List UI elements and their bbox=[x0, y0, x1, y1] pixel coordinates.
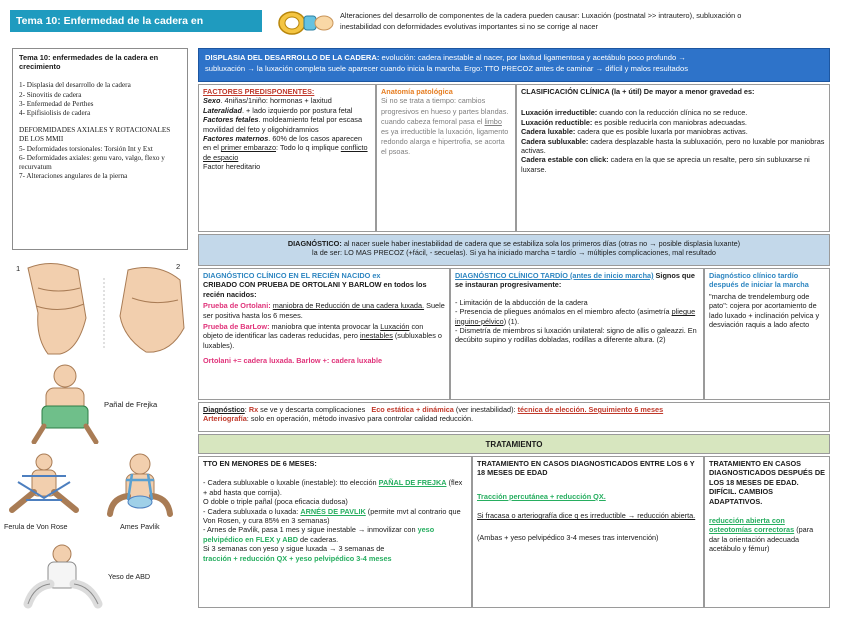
tto-menores-box bbox=[198, 456, 472, 608]
barlow-text: Prueba de BarLow: maniobra que intenta provocar la Luxación con objeto de identificar las caderas reducidas, pero inestables (subluxables o luxables). bbox=[203, 322, 442, 350]
recien-nacido-title: DIAGNÓSTICO CLÍNICO EN EL RECIÉN NACIDO ex bbox=[203, 271, 381, 280]
von-rose-splint-image bbox=[4, 452, 84, 520]
table-of-contents bbox=[12, 48, 188, 250]
anatomia-title: Anatomía patológica bbox=[381, 87, 453, 96]
clasificacion-title: CLASIFICACIÓN CLÍNICA (la + útil) De mayor a menor gravedad es: bbox=[521, 87, 755, 96]
toc-item: 4- Epifisiolisis de cadera bbox=[19, 109, 91, 118]
cribado-text: CRIBADO CON PRUEBA DE ORTOLANI Y BARLOW en todos los recién nacidos: bbox=[203, 280, 427, 299]
toc-title: Tema 10: enfermedades de la cadera en crecimiento bbox=[19, 53, 159, 72]
clasificacion-item: Cadera luxable: cadera que es posible luxarla por maniobras activas. bbox=[521, 127, 748, 137]
page-title: Tema 10: Enfermedad de la cadera en crecimiento bbox=[10, 10, 262, 32]
arteriografia-label: Arteriografía bbox=[203, 414, 247, 424]
diagnostico-line1: al nacer suele haber inestabilidad de cadera que se estabiliza sola los primeros días (otras no → posible displasia luxante) bbox=[343, 239, 741, 248]
figure-number-1: 1 bbox=[16, 264, 21, 273]
diagnostico-line2: la de ser: LO MAS PRECOZ (+fácil, - secuelas). Si ya ha iniciado marcha = tardío → múltiples complicaciones, mal resultado bbox=[312, 248, 716, 258]
von-rose-label: Ferula de Von Rose bbox=[4, 522, 68, 531]
clasificacion-item: Luxación irreductible: cuando con la reducción clínica no se reduce. bbox=[521, 108, 748, 118]
diagnostico-label: DIAGNÓSTICO: bbox=[287, 239, 342, 248]
factores-title: FACTORES PREDISPONENTES: bbox=[203, 87, 315, 96]
toc-item: 2- Sinovitis de cadera bbox=[19, 90, 82, 99]
tardio-signo: - Limitación de la abducción de la cadera bbox=[455, 297, 588, 307]
toc-item: 6- Deformidades axiales: genu varo, valgo, flexo y recurvatum bbox=[19, 153, 165, 172]
tto-despues-title: TRATAMIENTO EN CASOS DIAGNOSTICADOS DESPUÉS DE LOS 18 MESES DE EDAD. DIFÍCIL. CAMBIOS ADAPTATIVOS. bbox=[709, 459, 825, 506]
tardio-marcha-title: Diagnóstico clínico tardío después de iniciar la marcha bbox=[709, 271, 809, 290]
tardio-marcha-box bbox=[704, 268, 830, 400]
tto-entre-box bbox=[472, 456, 704, 608]
frejka-pillow-image bbox=[30, 362, 100, 444]
figure-number-2: 2 bbox=[176, 262, 181, 271]
displasia-line2: subluxación → la luxación completa suele aparecer cuando inicia la marcha. Ergo: TTO PRECOZ antes de caminar → difícil y malos resultados bbox=[205, 63, 688, 73]
intro-text: Alteraciones del desarrollo de componentes de la cadera pueden causar: Luxación (postnatal >> intrautero), subluxación o inestabilidad con deformidades evolutivas importantes si no se corrige al nacer bbox=[340, 11, 742, 31]
tto-despues-box bbox=[704, 456, 830, 608]
clasificacion-item: Cadera subluxable: cadera desplazable hasta la subluxación, pero no luxable por maniobras activas. bbox=[521, 136, 825, 156]
tto-despues-text: reducción abierta con osteotomías correctoras (para dar la orientación adecuada acetábulo y fémur) bbox=[709, 516, 814, 554]
toc-item: 7- Alteraciones angulares de la pierna bbox=[19, 172, 128, 181]
recien-nacido-box bbox=[198, 268, 450, 400]
abd-cast-label: Yeso de ABD bbox=[108, 572, 151, 581]
tto-menores-p1c: O doble o triple pañal (poca eficacia dudosa) bbox=[203, 497, 348, 507]
diagnostico-pruebas-box: Diagnóstico: Rx se ve y descarta complicaciones Eco estática + dinámica (ver inestabilidad): técnica de elección. Seguimiento 6 meses Arteriografía: solo en operación, método invasivo para controlar calidad reducción. bbox=[198, 402, 830, 432]
diagnostico-band bbox=[198, 234, 830, 266]
galeazzi-illustration bbox=[8, 258, 194, 358]
toc-section-title: DEFORMIDADES AXIALES Y ROTACIONALES DE LOS MMII bbox=[19, 126, 171, 144]
clasificacion-box bbox=[516, 84, 830, 232]
factor-lateralidad: Lateralidad. + lado izquierdo por postura fetal bbox=[203, 105, 353, 115]
ortolani-text: Prueba de Ortolani: maniobra de Reducción de una cadera luxada. Suele ser positiva hasta los 6 meses. bbox=[203, 301, 445, 320]
tardio-box bbox=[450, 268, 704, 400]
frejka-label: Pañal de Frejka bbox=[104, 400, 158, 409]
pavlik-label: Ames Pavlik bbox=[120, 522, 160, 531]
tto-entre-fracasa: Si fracasa o arteriografía dice q es irreductible → reducción abierta. bbox=[477, 511, 696, 521]
tardio-intro: Signos que se instauran progresivamente: bbox=[455, 271, 695, 290]
anatomia-text: Si no se trata a tiempo: cambios progresivos en hueso y partes blandas. cuando cabeza femoral pasa el limbo es ya irreductible la luxación, ligamento redondo alarga e hipertrofia, se acorta el psoas. bbox=[381, 96, 509, 157]
abd-cast-image bbox=[22, 542, 104, 612]
diagnostico-pruebas-label: Diagnóstico bbox=[203, 405, 245, 414]
pavlik-harness-image bbox=[104, 452, 176, 520]
clasificacion-item: Luxación reductible: es posible reducirla con maniobras adecuadas. bbox=[521, 117, 747, 127]
toc-item: 1- Displasia del desarrollo de la cadera bbox=[19, 81, 131, 90]
anatomia-box bbox=[376, 84, 516, 232]
tto-menores-p1: - Cadera subluxable o luxable (inestable): tto elección PAÑAL DE FREJKA (flex + abd hasta que corrija). bbox=[203, 478, 463, 497]
factor-hereditario: Factor hereditario bbox=[203, 162, 261, 172]
factor-sexo: Sexo. 4niñas/1niño: hormonas + laxitud bbox=[203, 96, 332, 106]
tto-entre-title: TRATAMIENTO EN CASOS DIAGNOSTICADOS ENTRE LOS 6 Y 18 MESES DE EDAD bbox=[477, 459, 695, 478]
factores-box bbox=[198, 84, 376, 232]
displasia-line1: evolución: cadera inestable al nacer, por laxitud ligamentosa y acetábulo poco profundo → bbox=[381, 53, 686, 62]
tardio-title: DIAGNÓSTICO CLÍNICO TARDÍO (antes de inicio marcha) bbox=[455, 271, 654, 280]
pacifier-icon bbox=[276, 6, 338, 36]
tto-menores-p4: Si 3 semanas con yeso y sigue luxada → 3 semanas de bbox=[203, 544, 385, 554]
tto-menores-p3: - Arnes de Pavlik, pasa 1 mes y sigue inestable → inmovilizar con yeso pelvipédico en FLEX y ABD de caderas. bbox=[203, 525, 435, 544]
ortolani-barlow-summary: Ortolani += cadera luxada. Barlow +: cadera luxable bbox=[203, 356, 383, 366]
tardio-signo: - Dismetría de miembros si luxación unilateral: signo de allis o galeazzi. En decúbito supino y rodillas dobladas, rodillas a diferente altura. (2) bbox=[455, 326, 697, 345]
tratamiento-header: TRATAMIENTO bbox=[198, 434, 830, 454]
displasia-section bbox=[198, 48, 830, 82]
tardio-marcha-text: "marcha de trendelemburg ode pato": cojera por acortamiento de lado luxado + inclinación pelvica y desviación raquis a lado afecto bbox=[709, 291, 820, 330]
tto-entre-traccion: Tracción percutánea + reducción QX. bbox=[477, 491, 606, 501]
toc-item: 5- Deformidades torsionales: Torsión Int y Ext bbox=[19, 144, 153, 153]
factor-fetal: Factores fetales. moldeamiento fetal por escasa movilidad del feto y oligohidramnios bbox=[203, 115, 363, 134]
tto-entre-ambas: (Ambas + yeso pelvipédico 3-4 meses tras intervención) bbox=[477, 532, 659, 542]
displasia-title: DISPLASIA DEL DESARROLLO DE LA CADERA: bbox=[205, 53, 380, 62]
clasificacion-item: Cadera estable con click: cadera en la que se aprecia un resalte, pero sin subluxarse ni luxarse. bbox=[521, 155, 810, 174]
toc-item: 3- Enfermedad de Perthes bbox=[19, 99, 94, 108]
tardio-signo: - Presencia de pliegues anómalos en el miembro afecto (asimetría pliegue inguino-pélvico) (1). bbox=[455, 307, 696, 326]
tto-menores-p2: - Cadera subluxada o luxada: ARNÉS DE PAVLIK (permite mvt al contrario que Von Rosen, y cura 85% en 3 semanas) bbox=[203, 506, 461, 526]
factor-materno: Factores maternos. 60% de los casos aparecen en el primer embarazo: Todo lo q implique conflicto de espacio bbox=[203, 134, 368, 162]
tto-menores-final: tracción + reducción QX + yeso pelvipédico 3-4 meses bbox=[203, 553, 392, 563]
tto-menores-title: TTO EN MENORES DE 6 MESES: bbox=[203, 459, 317, 468]
